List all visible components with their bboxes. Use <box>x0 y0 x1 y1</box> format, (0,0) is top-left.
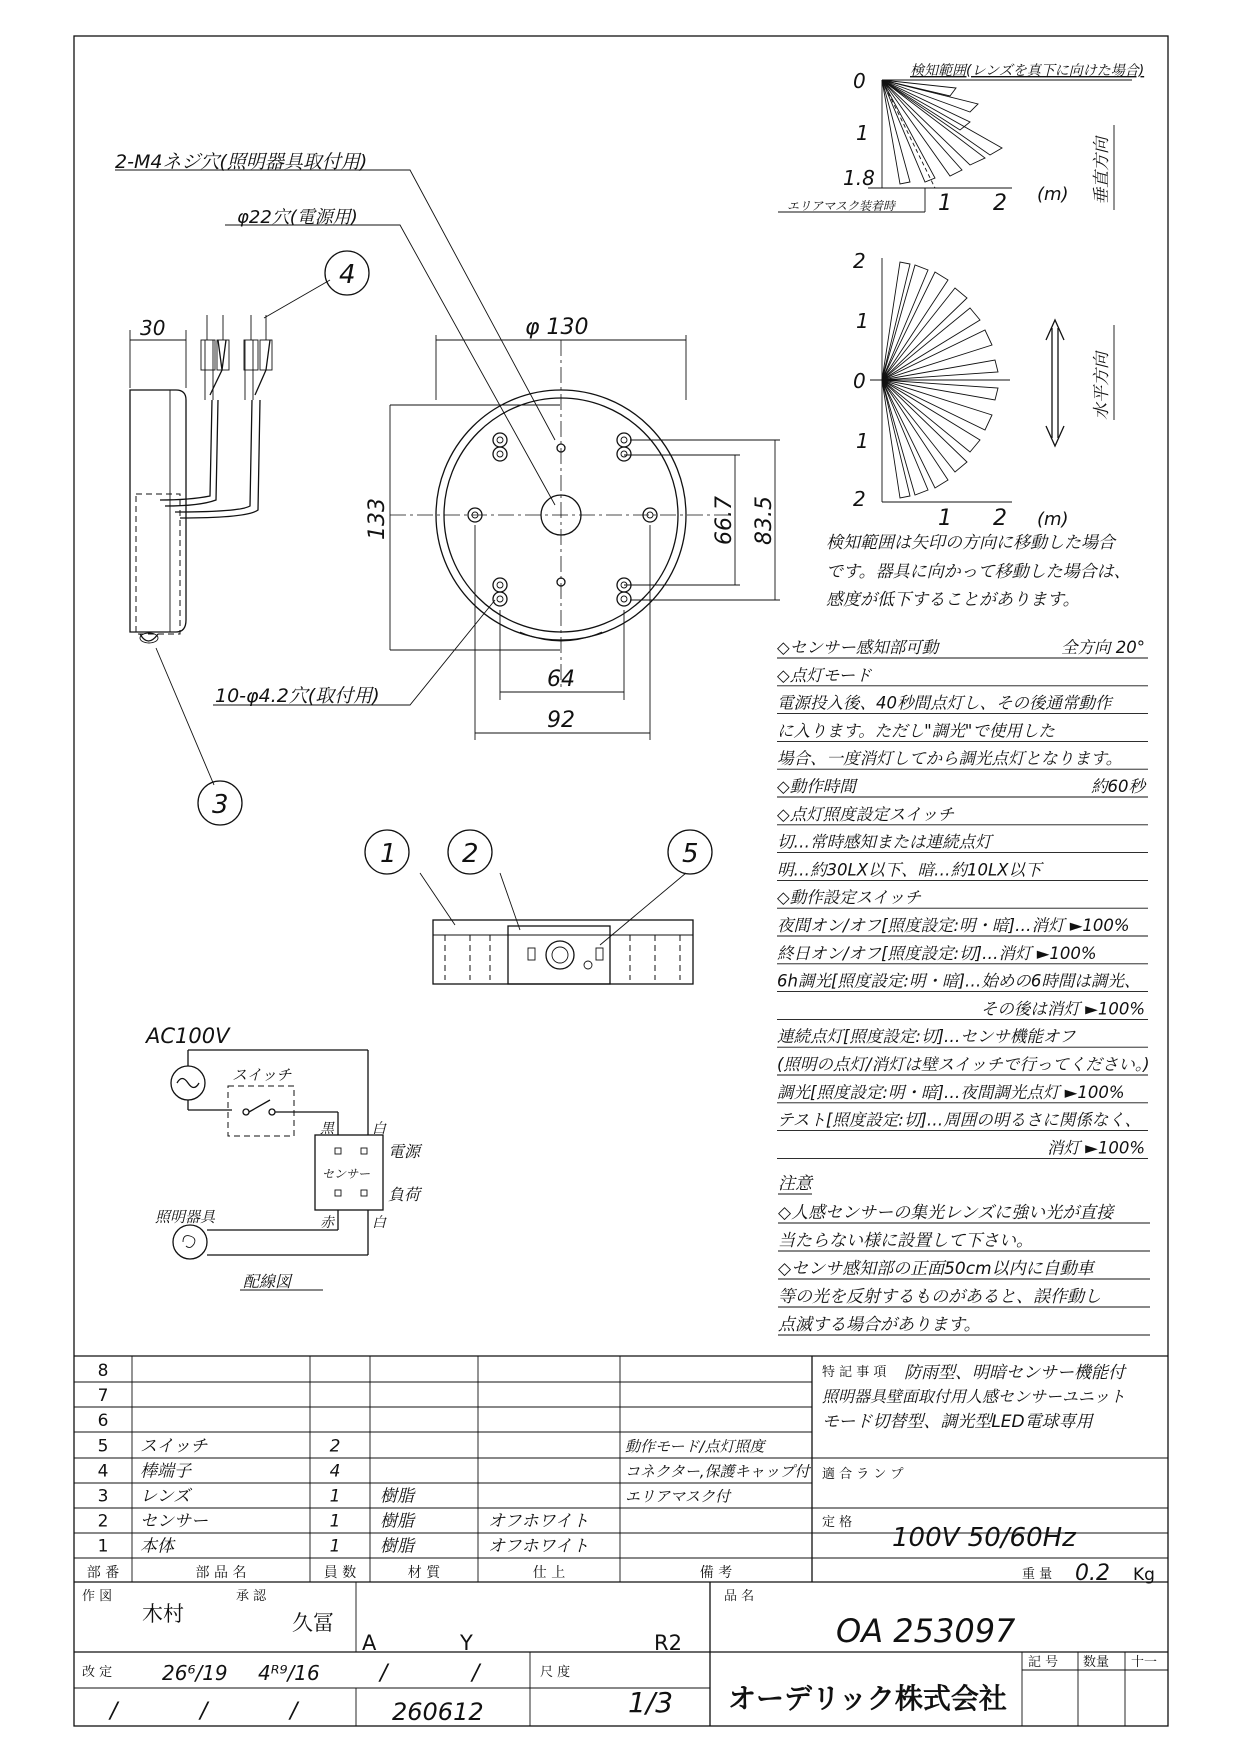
caution-line-2: 当たらない様に設置して下さい。 <box>778 1231 1033 1251</box>
part-mat: 樹脂 <box>380 1511 414 1532</box>
wire-black: 黒 <box>320 1121 334 1137</box>
h-xtick-2: 2 <box>993 506 1007 531</box>
side-view <box>130 280 330 785</box>
spec-line: 終日オン/オフ[照度設定:切]…消灯 ►100% <box>777 943 1097 963</box>
part-fin: オフホワイト <box>488 1536 589 1557</box>
callout-3: 3 <box>212 790 229 820</box>
drawn-label: 作 図 <box>82 1589 113 1604</box>
switch-box <box>228 1086 294 1136</box>
h-tick-2-top: 2 <box>853 249 866 273</box>
dim-133: 133 <box>365 498 390 540</box>
wire-white-2: 白 <box>372 1215 386 1231</box>
front-view <box>115 170 780 740</box>
dim-64: 64 <box>547 667 575 692</box>
part-no: 6 <box>97 1411 109 1432</box>
part-name: レンズ <box>140 1486 191 1507</box>
part-qty: 1 <box>329 1536 341 1557</box>
part-no: 2 <box>97 1511 109 1532</box>
blank-1: / <box>110 1699 118 1724</box>
v-xtick-2: 2 <box>993 191 1007 216</box>
scale-label: 尺 度 <box>540 1665 571 1680</box>
notes-line-3: モード切替型、調光型LED電球専用 <box>822 1412 1093 1432</box>
range-note-2: です。器具に向かって移動した場合は、 <box>826 562 1131 582</box>
dim-83-5: 83.5 <box>752 496 777 545</box>
drawing-date: 260612 <box>392 1698 484 1726</box>
caution-line-1: ◇人感センサーの集光レンズに強い光が直接 <box>778 1203 1114 1223</box>
dim-92: 92 <box>547 708 575 733</box>
caution-title: 注意 <box>778 1174 812 1194</box>
company-name: オーデリック株式会社 <box>728 1682 1007 1715</box>
weight-unit: Kg <box>1133 1565 1155 1585</box>
v-tick-1-8: 1.8 <box>843 166 875 190</box>
spec-line: 調光[照度設定:明・暗]…夜間調光点灯 ►100% <box>777 1082 1125 1102</box>
quantity-label: 数量 <box>1083 1655 1110 1670</box>
h-tick-2-bottom: 2 <box>853 487 866 511</box>
approved-label: 承 認 <box>236 1589 267 1604</box>
spec-value: 消灯 ►100% <box>1046 1138 1145 1158</box>
ac-label: AC100V <box>146 1024 230 1048</box>
rating-label: 定 格 <box>822 1515 853 1530</box>
parts-header: 材 質 <box>407 1565 441 1581</box>
dim-66-7: 66.7 <box>712 496 737 545</box>
revision-4: / <box>472 1661 480 1686</box>
h-unit: (m) <box>1037 509 1069 530</box>
parts-table <box>87 1361 812 1581</box>
switch-label: スイッチ <box>232 1066 292 1084</box>
h-tick-1-top: 1 <box>856 309 869 333</box>
notes-line-1: 防雨型、明暗センサー機能付 <box>904 1363 1125 1383</box>
part-no: 7 <box>97 1386 109 1407</box>
parts-header: 員 数 <box>323 1565 357 1581</box>
code-y: Y <box>460 1631 473 1655</box>
vertical-direction-label: 垂直方向 <box>1092 137 1112 205</box>
callout-4: 4 <box>339 260 356 290</box>
horizontal-detection-chart <box>870 125 1114 502</box>
power-hole-label: φ22穴(電源用) <box>237 207 358 228</box>
caution-line-5: 点滅する場合があります。 <box>778 1315 981 1335</box>
lamp-type-label: 適 合 ラ ン プ <box>822 1467 904 1482</box>
sensor-label: センサー <box>322 1167 371 1181</box>
area-mask-label: エリアマスク装着時 <box>787 199 896 213</box>
spec-line: ◇センサー感知部可動 <box>777 638 939 657</box>
part-note: エリアマスク付 <box>625 1487 731 1506</box>
bottom-view <box>420 873 693 984</box>
parts-header: 仕 上 <box>532 1565 566 1581</box>
v-unit: (m) <box>1037 184 1069 205</box>
spec-value: その後は消灯 ►100% <box>980 999 1145 1019</box>
dim-30: 30 <box>140 316 166 340</box>
spec-line: ◇動作時間 <box>777 777 856 796</box>
spec-line: 連続点灯[照度設定:切]…センサ機能オフ <box>777 1027 1076 1047</box>
vertical-detection-chart <box>778 80 1132 212</box>
spec-line: ◇点灯照度設定スイッチ <box>777 804 955 824</box>
lamp-icon <box>173 1225 207 1259</box>
product-label: 品 名 <box>724 1589 755 1604</box>
spec-line: 場合、一度消灯してから調光点灯となります。 <box>777 749 1123 769</box>
part-name: スイッチ <box>140 1436 208 1457</box>
parts-header: 備 考 <box>699 1565 733 1581</box>
spec-value: 全方向 20° <box>1061 638 1145 657</box>
range-note-3: 感度が低下することがあります。 <box>826 590 1080 610</box>
spec-line: テスト[照度設定:切]…周囲の明るさに関係なく、 <box>777 1110 1141 1130</box>
spec-line: ◇動作設定スイッチ <box>777 888 922 908</box>
weight-value: 0.2 <box>1075 1561 1110 1586</box>
notes-line-2: 照明器具壁面取付用人感センサーユニット <box>822 1387 1126 1406</box>
part-name: センサー <box>140 1511 208 1532</box>
h-tick-1-bottom: 1 <box>856 429 869 453</box>
parts-header: 部 番 <box>86 1565 120 1581</box>
weight-label: 重 量 <box>1022 1567 1053 1582</box>
caution-line-3: ◇センサ感知部の正面50cm以内に自動車 <box>778 1259 1094 1279</box>
parts-header: 部 品 名 <box>195 1565 247 1581</box>
sheet-border <box>74 36 1168 1726</box>
screw-hole-label: 2-M4ネジ穴(照明器具取付用) <box>115 151 368 173</box>
spec-line: 6h調光[照度設定:明・暗]…始めの6時間は調光、 <box>777 971 1141 991</box>
callout-circles <box>198 251 712 874</box>
revision-label: 改 定 <box>82 1665 113 1680</box>
spec-line: 明…約30LX以下、暗…約10LX以下 <box>777 860 1042 880</box>
rating-value: 100V 50/60Hz <box>892 1523 1076 1553</box>
spec-line: に入ります。ただし"調光"で使用した <box>777 721 1055 741</box>
horizontal-direction-label: 水平方向 <box>1092 352 1112 420</box>
code-a: A <box>362 1631 377 1655</box>
spec-list <box>777 638 1150 1157</box>
symbol-label: 記 号 <box>1028 1655 1059 1670</box>
part-no: 3 <box>97 1486 109 1507</box>
part-no: 8 <box>97 1361 109 1381</box>
revision-1: 26⁶/19 <box>162 1661 228 1685</box>
spec-line: 夜間オン/オフ[照度設定:明・暗]…消灯 ►100% <box>777 916 1130 935</box>
power-label: 電源 <box>388 1142 421 1161</box>
part-qty: 1 <box>329 1486 341 1507</box>
part-mat: 樹脂 <box>380 1486 414 1507</box>
part-qty: 4 <box>329 1461 341 1482</box>
spec-line: ◇点灯モード <box>777 665 872 685</box>
code-r2: R2 <box>654 1631 682 1655</box>
callout-2: 2 <box>462 839 479 869</box>
part-qty: 1 <box>329 1511 341 1532</box>
spec-line: 切…常時感知または連続点灯 <box>777 832 992 852</box>
wire-red: 赤 <box>320 1215 334 1231</box>
blank-2: / <box>200 1699 208 1724</box>
callout-1: 1 <box>380 839 397 869</box>
part-no: 5 <box>97 1436 109 1457</box>
part-no: 1 <box>97 1536 109 1557</box>
part-fin: オフホワイト <box>488 1511 589 1532</box>
v-xtick-1: 1 <box>938 191 952 216</box>
load-label: 負荷 <box>388 1185 421 1204</box>
revision-3: / <box>380 1661 388 1686</box>
callout-5: 5 <box>682 839 699 869</box>
dim-130: φ 130 <box>525 315 589 340</box>
part-no: 4 <box>97 1461 109 1482</box>
drawn-name: 木村 <box>142 1602 184 1626</box>
product-code: OA 253097 <box>836 1612 1016 1650</box>
part-note: 動作モード/点灯照度 <box>625 1437 765 1456</box>
part-qty: 2 <box>329 1436 341 1457</box>
part-note: コネクター,保護キャップ付 <box>625 1462 810 1481</box>
lamp-label: 照明器具 <box>155 1208 216 1226</box>
part-name: 本体 <box>140 1536 174 1557</box>
notes-label: 特 記 事 項 <box>822 1365 887 1380</box>
spec-line: 電源投入後、40秒間点灯し、その後通常動作 <box>777 693 1112 713</box>
h-xtick-1: 1 <box>938 506 952 531</box>
spec-line: (照明の点灯/消灯は壁スイッチで行ってください。) <box>777 1055 1150 1074</box>
part-mat: 樹脂 <box>380 1536 414 1557</box>
revision-2: 4ᴿ⁹/16 <box>258 1661 320 1685</box>
wire-white-1: 白 <box>372 1121 386 1137</box>
scale-value: 1/3 <box>628 1686 674 1719</box>
sign-label: 十一 <box>1131 1655 1158 1670</box>
wiring-title: 配線図 <box>243 1272 292 1291</box>
range-note-1: 検知範囲は矢印の方向に移動した場合 <box>826 533 1115 553</box>
part-name: 棒端子 <box>140 1461 191 1482</box>
spec-value: 約60秒 <box>1091 777 1145 796</box>
mount-hole-label: 10-φ4.2穴(取付用) <box>215 685 380 707</box>
blank-3: / <box>290 1699 298 1724</box>
approved-name: 久冨 <box>292 1611 334 1635</box>
v-tick-0: 0 <box>853 69 866 93</box>
h-tick-0: 0 <box>853 369 866 393</box>
v-tick-1: 1 <box>856 121 869 145</box>
caution-line-4: 等の光を反射するものがあると、誤作動し <box>778 1287 1101 1307</box>
vertical-chart-title: 検知範囲(レンズを真下に向けた場合) <box>910 63 1145 79</box>
